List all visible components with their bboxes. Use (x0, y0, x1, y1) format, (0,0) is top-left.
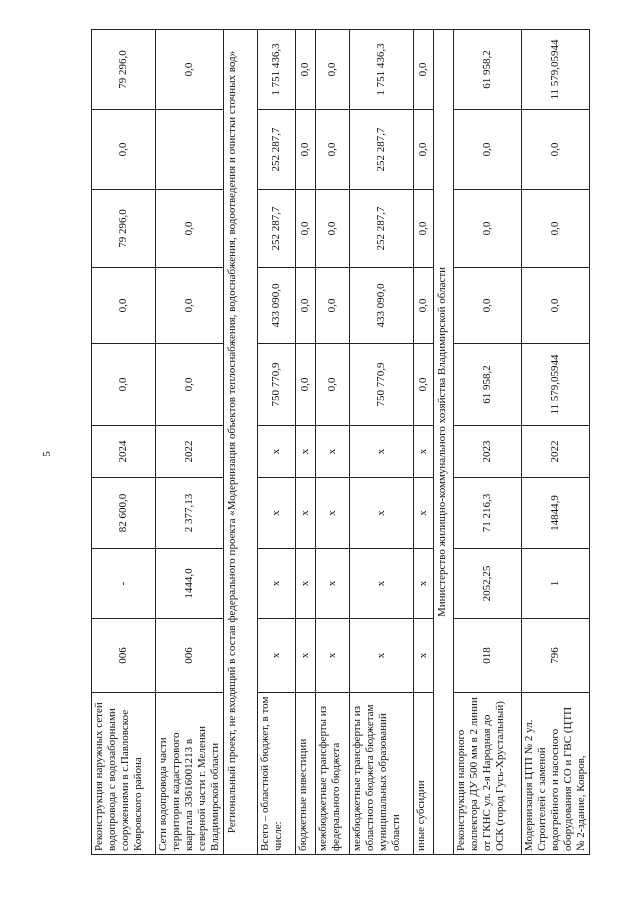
object-name-cell: Модернизация ЦТП № 2 ул. Строителей с заменой водогрейного и насосного оборудования СО и ГВС (ЦТП № 2-здание, Ковров, (522, 693, 590, 855)
estimated-cost-cell: 2 377,13 (156, 478, 224, 549)
value-3-cell: 0,0 (522, 190, 590, 268)
value-2-cell: 0,0 (156, 268, 224, 344)
table-row (92, 30, 156, 855)
table-row (316, 30, 350, 855)
value-1-cell: 0,0 (414, 344, 434, 426)
section-code-cell: x (414, 619, 434, 693)
value-3-cell: 252 287,7 (350, 190, 414, 268)
capacity-cell: x (350, 549, 414, 619)
table-row (454, 30, 522, 855)
value-3-cell: 0,0 (156, 190, 224, 268)
section-title: Министерство жилищно-коммунального хозяйства Владимирской области (434, 30, 454, 855)
capacity-cell: x (296, 549, 316, 619)
budget-table (91, 29, 590, 855)
section-code-cell: 018 (454, 619, 522, 693)
value-1-cell: 0,0 (92, 344, 156, 426)
estimated-cost-cell: x (258, 478, 296, 549)
value-3-cell: 0,0 (316, 190, 350, 268)
capacity-cell: 2052,25 (454, 549, 522, 619)
value-3-cell: 252 287,7 (258, 190, 296, 268)
object-name-cell: Реконструкция наружных сетей водопровода с водозаборными сооружениями в с.Павловское Ковровского района (92, 693, 156, 855)
section-row (434, 30, 454, 855)
value-4-cell: 0,0 (454, 110, 522, 190)
value-4-cell: 0,0 (414, 110, 434, 190)
value-2-cell: 0,0 (316, 268, 350, 344)
value-5-cell: 79 296,0 (92, 30, 156, 110)
section-code-cell: 006 (156, 619, 224, 693)
value-4-cell: 252 287,7 (350, 110, 414, 190)
value-5-cell: 0,0 (414, 30, 434, 110)
capacity-cell: 1 (522, 549, 590, 619)
table-row (522, 30, 590, 855)
object-name-cell: Реконструкция напорного коллектора ДУ 500 мм в 2 линии от ГКНС ул. 2-я Народная до ОСК (город Гусь-Хрустальный) (454, 693, 522, 855)
value-3-cell: 0,0 (414, 190, 434, 268)
section-code-cell: x (350, 619, 414, 693)
value-5-cell: 0,0 (316, 30, 350, 110)
value-3-cell: 0,0 (454, 190, 522, 268)
year-cell: x (258, 426, 296, 478)
capacity-cell: x (316, 549, 350, 619)
table-row (296, 30, 316, 855)
section-code-cell: 006 (92, 619, 156, 693)
object-name-cell: Всего – областной бюджет, в том числе: (258, 693, 296, 855)
estimated-cost-cell: 82 600,0 (92, 478, 156, 549)
object-name-cell: межбюджетные трансферты из федерального бюджета (316, 693, 350, 855)
value-2-cell: 0,0 (92, 268, 156, 344)
page-number: 5 (41, 451, 53, 457)
section-code-cell: x (258, 619, 296, 693)
value-2-cell: 0,0 (414, 268, 434, 344)
year-cell: x (350, 426, 414, 478)
section-code-cell: 796 (522, 619, 590, 693)
value-4-cell (156, 110, 224, 190)
value-1-cell: 750 770,9 (350, 344, 414, 426)
value-4-cell: 0,0 (92, 110, 156, 190)
capacity-cell: 1444,0 (156, 549, 224, 619)
value-2-cell: 433 090,0 (350, 268, 414, 344)
value-2-cell: 0,0 (454, 268, 522, 344)
value-3-cell: 0,0 (296, 190, 316, 268)
capacity-cell: - (92, 549, 156, 619)
budget-table-sheet (91, 30, 640, 855)
section-code-cell: x (296, 619, 316, 693)
object-name-cell: межбюджетные трансферты из областного бюджета бюджетам муниципальных образований области (350, 693, 414, 855)
year-cell: x (414, 426, 434, 478)
year-cell: x (296, 426, 316, 478)
table-row (156, 30, 224, 855)
value-1-cell: 11 579,05944 (522, 344, 590, 426)
capacity-cell: x (414, 549, 434, 619)
value-1-cell: 0,0 (316, 344, 350, 426)
year-cell: 2023 (454, 426, 522, 478)
value-4-cell: 252 287,7 (258, 110, 296, 190)
estimated-cost-cell: 14844,9 (522, 478, 590, 549)
table-row (258, 30, 296, 855)
object-name-cell: Сети водопровода части территории кадастрового квартала 33616001213 в северной части г. Меленки Владимирской области (156, 693, 224, 855)
value-2-cell: 0,0 (296, 268, 316, 344)
value-5-cell: 11 579,05944 (522, 30, 590, 110)
year-cell: x (316, 426, 350, 478)
table-row (350, 30, 414, 855)
section-code-cell: x (316, 619, 350, 693)
value-4-cell: 0,0 (296, 110, 316, 190)
value-1-cell: 750 770,9 (258, 344, 296, 426)
year-cell: 2022 (522, 426, 590, 478)
section-title: Региональный проект, не входящий в состав федерального проекта «Модернизация объектов теплоснабжения, водоснабжения, водоотведения и очистки сточных вод» (224, 30, 258, 855)
value-5-cell: 0,0 (156, 30, 224, 110)
value-5-cell: 61 958,2 (454, 30, 522, 110)
object-name-cell: бюджетные инвестиции (296, 693, 316, 855)
value-2-cell: 433 090,0 (258, 268, 296, 344)
section-row (224, 30, 258, 855)
capacity-cell: x (258, 549, 296, 619)
value-4-cell: 0,0 (522, 110, 590, 190)
value-2-cell: 0,0 (522, 268, 590, 344)
year-cell: 2024 (92, 426, 156, 478)
value-1-cell: 0,0 (296, 344, 316, 426)
value-5-cell: 1 751 436,3 (350, 30, 414, 110)
object-name-cell: иные субсидии (414, 693, 434, 855)
value-4-cell: 0,0 (316, 110, 350, 190)
value-5-cell: 1 751 436,3 (258, 30, 296, 110)
estimated-cost-cell: x (350, 478, 414, 549)
value-5-cell: 0,0 (296, 30, 316, 110)
value-1-cell: 0,0 (156, 344, 224, 426)
table-row (414, 30, 434, 855)
value-1-cell: 61 958,2 (454, 344, 522, 426)
estimated-cost-cell: x (414, 478, 434, 549)
value-3-cell: 79 296,0 (92, 190, 156, 268)
estimated-cost-cell: x (296, 478, 316, 549)
estimated-cost-cell: 71 216,3 (454, 478, 522, 549)
year-cell: 2022 (156, 426, 224, 478)
estimated-cost-cell: x (316, 478, 350, 549)
